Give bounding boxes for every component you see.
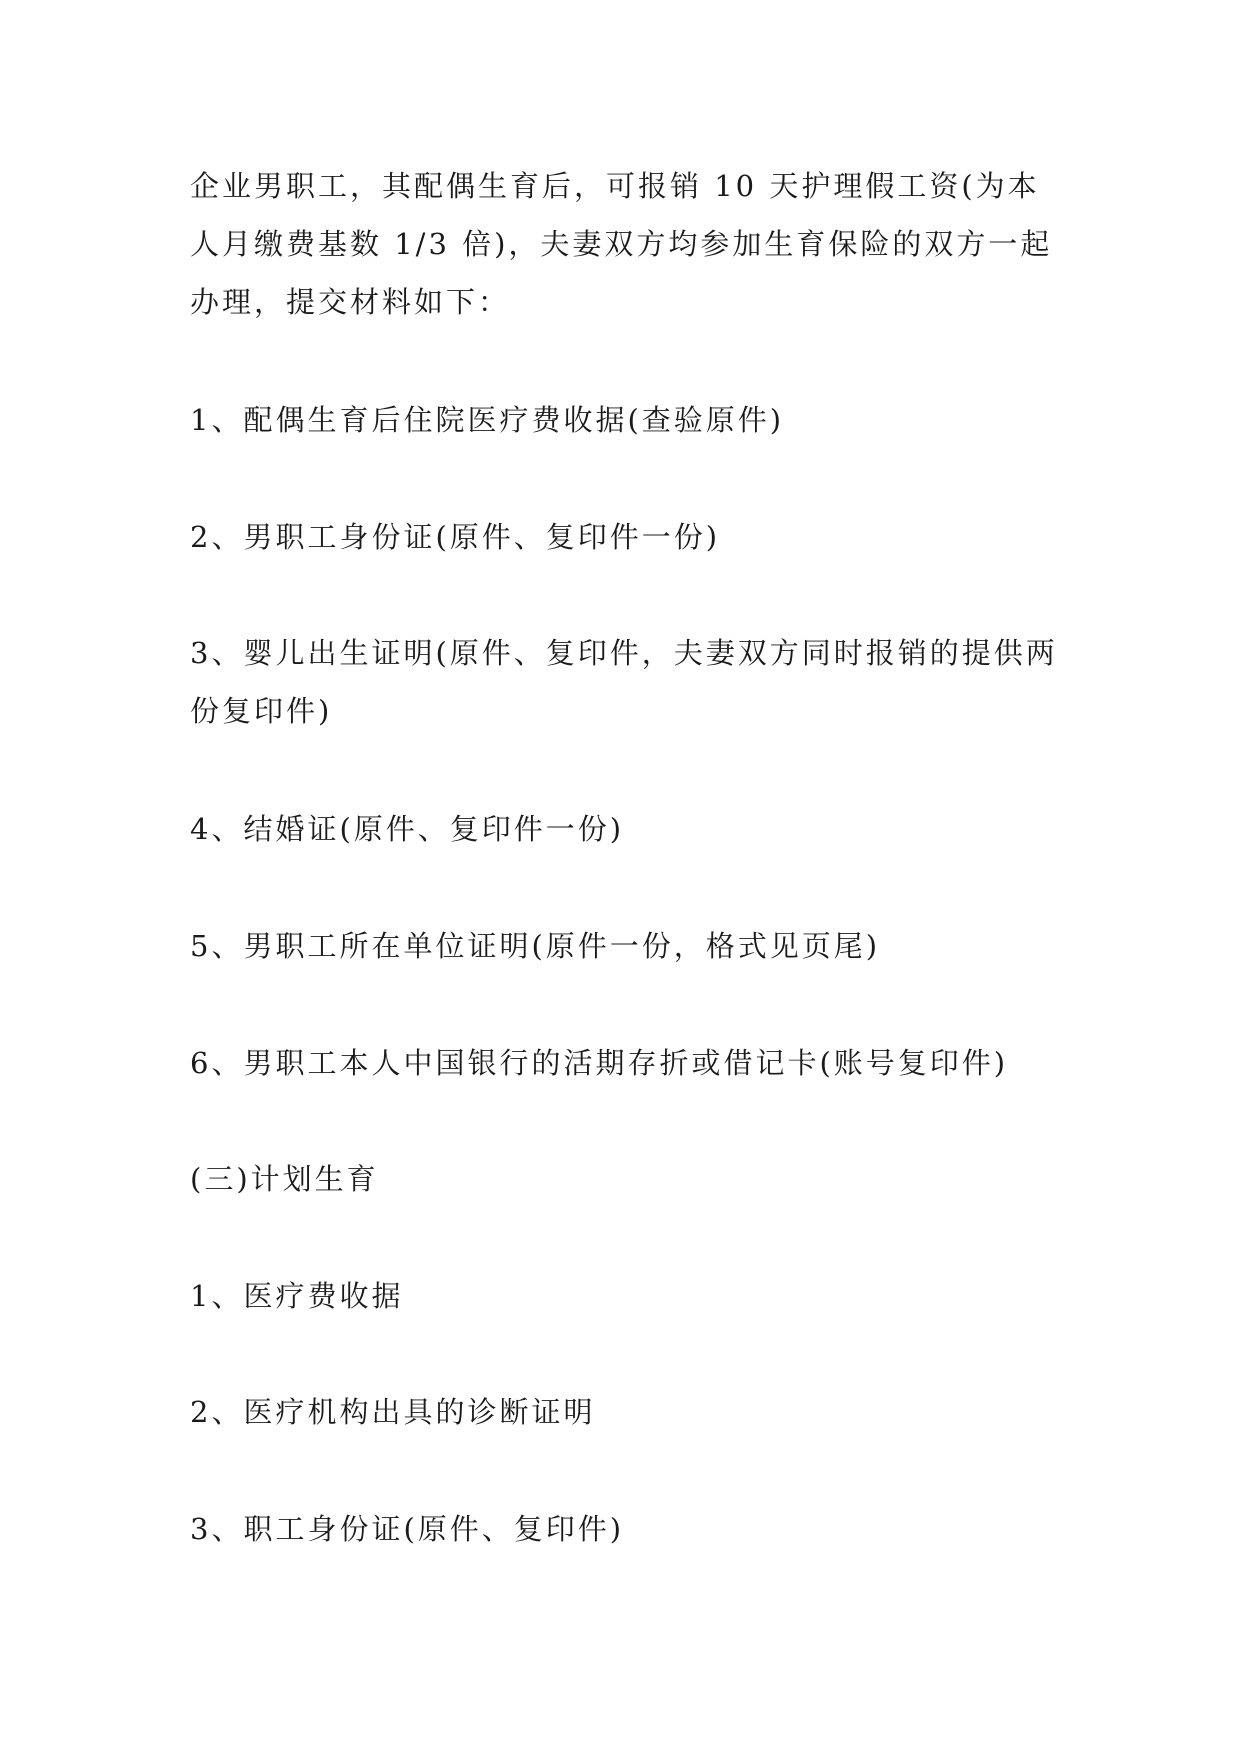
spouse-item-5: 5、男职工所在单位证明(原件一份，格式见页尾) (190, 929, 881, 963)
section-heading: (三)计划生育 (190, 1162, 379, 1196)
family-planning-item-2: 2、医疗机构出具的诊断证明 (190, 1395, 596, 1429)
spouse-item-2: 2、男职工身份证(原件、复印件一份) (190, 520, 721, 554)
family-planning-item-1: 1、医疗费收据 (190, 1279, 404, 1313)
spouse-item-1: 1、配偶生育后住院医疗费收据(查验原件) (190, 403, 785, 437)
spouse-item-3: 3、婴儿出生证明(原件、复印件，夫妻双方同时报销的提供两份复印件) (190, 636, 1058, 728)
family-planning-item-3: 3、职工身份证(原件、复印件) (190, 1512, 625, 1546)
spouse-item-6: 6、男职工本人中国银行的活期存折或借记卡(账号复印件) (190, 1046, 1009, 1080)
intro-paragraph: 企业男职工，其配偶生育后，可报销 10 天护理假工资(为本人月缴费基数 1/3 倍)，夫妻双方均参加生育保险的双方一起办理，提交材料如下： (190, 169, 1053, 319)
spouse-item-4: 4、结婚证(原件、复印件一份) (190, 812, 625, 846)
